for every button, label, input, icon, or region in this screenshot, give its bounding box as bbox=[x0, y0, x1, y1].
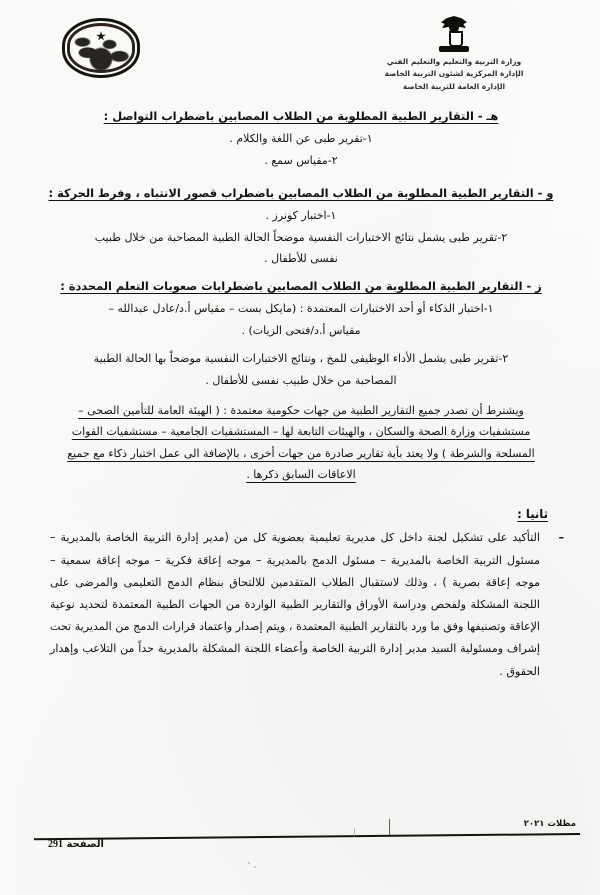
footer-tick-mark bbox=[389, 819, 390, 837]
section-waw-item-2: ٢-تقرير طبى يشمل نتائج الاختبارات النفسية موضحاً الحالة الطبية المصاحبة من خلال طبيب bbox=[94, 230, 508, 244]
scan-speck bbox=[354, 828, 355, 837]
scan-speck bbox=[254, 866, 256, 868]
section-heading-waw-text: و - التقارير الطبية المطلوبة من الطلاب المصابين باضطراب قصور الانتباه ، وفرط الحركة : bbox=[48, 185, 554, 200]
conditions-line-2: مستشفيات وزارة الصحة والسكان ، والهيئات التابعة لها – المستشفيات الجامعية – مستشفيات القوات bbox=[71, 425, 531, 439]
second-line-4: المشكلة ولفحص ودراسة الأوراق والتقارير الطبية الواردة من الجهات الطبية المعتمدة لتحديد نوعية الإعاقة bbox=[50, 597, 540, 634]
scan-speck bbox=[248, 862, 250, 864]
second-line-3: إعاقة بصرية ) ، وذلك لاستقبال الطلاب المتقدمين للالتحاق بنظام الدمج التعليمى والمرضى على اللجنة bbox=[50, 575, 541, 611]
page-number-label bbox=[48, 839, 104, 850]
section-heading-waw bbox=[28, 185, 574, 202]
eagle-base-bar bbox=[439, 46, 469, 52]
conditions-line-4: الاعاقات السابق ذكرها . bbox=[246, 467, 356, 481]
oval-wreath-emblem bbox=[62, 18, 140, 78]
ministry-identity-block bbox=[334, 14, 574, 93]
section-zay-item-1: ١-اختبار الذكاء أو أحد الاختبارات المعتمدة : (مايكل بست – مقياس أ.د/عادل عبدالله – bbox=[108, 302, 494, 316]
conditions-line-3: المسلحة والشرطة ) ولا يعتد بأية تقارير صادرة من جهات أخرى ، بالإضافة الى عمل اختبار ذكاء مع جميع bbox=[67, 446, 535, 460]
second-line-5: وتصنيفها وفق ما ورد بالتقارير الطبية المعتمدة ، ويتم إصدار واعتماد قرارات الدمج من المديرية تحت bbox=[50, 620, 506, 634]
section-waw-item-1: ١-اختبار كونرز . bbox=[265, 208, 337, 222]
spacer bbox=[28, 174, 574, 185]
bullet-dash: – bbox=[558, 531, 564, 545]
ministry-line-1: وزارة التربية والتعليم والتعليم الفني bbox=[386, 57, 522, 66]
section-ha-item-2: ٢-مقياس سمع . bbox=[264, 153, 338, 167]
section-zay-item-2-cont: المصاحبة من خلال طبيب نفسى للأطفال . bbox=[205, 373, 397, 387]
egypt-eagle-emblem bbox=[437, 14, 471, 52]
second-section-paragraph bbox=[28, 527, 574, 682]
section-heading-ha bbox=[28, 108, 574, 125]
footer-right-mark: مظلات ٢٠٢١ bbox=[523, 819, 576, 829]
second-line-6: إشراف ومسئولية السيد مدير إدارة التربية الخاصة وأعضاء اللجنة المشكلة بالمديرية حداً من التلاعب وإهدار bbox=[50, 642, 540, 656]
section-waw-item-2-cont: نفسى للأطفال . bbox=[264, 252, 338, 266]
section-ha-item-1: ١-تقرير طبى عن اللغة والكلام . bbox=[229, 132, 373, 146]
document-body bbox=[28, 108, 574, 683]
second-section-label-text: ثانيا : bbox=[517, 507, 548, 522]
ministry-line-2: الإدارة المركزية لشئون التربية الخاصة bbox=[384, 69, 524, 79]
section-heading-zay bbox=[28, 278, 574, 295]
second-section-label bbox=[28, 507, 574, 521]
section-zay-item-2: ٢-تقرير طبى يشمل الأداء الوظيفى للمخ ، ونتائج الاختبارات النفسية موضحاً بها الحالة الطبية bbox=[93, 352, 509, 366]
eagle-shield-shape bbox=[449, 31, 463, 47]
conditions-paragraph bbox=[28, 400, 574, 486]
section-heading-zay-text: ز - التقارير الطبية المطلوبة من الطلاب المصابين باضطرابات صعوبات التعلم المحددة : bbox=[60, 279, 542, 294]
conditions-line-1: ويشترط أن تصدر جميع التقارير الطبية من جهات حكومية معتمدة : ( الهيئة العامة للتأمين الصحى – bbox=[78, 403, 524, 417]
document-header bbox=[0, 0, 600, 105]
second-line-2: مسئول التربية الخاصة بالمديرية – مسئول الدمج بالمديرية – موجه إعاقة فكرية – موجه إعاقة سمعية – موجه bbox=[50, 553, 540, 589]
section-zay-item-1-cont: مقياس أ.د/فتحى الزيات) . bbox=[241, 324, 361, 338]
ministry-line-3: الإدارة العامة للتربية الخاصة bbox=[402, 81, 506, 91]
document-footer bbox=[34, 819, 580, 865]
second-line-7: الحقوق . bbox=[499, 664, 540, 678]
section-heading-ha-text: هـ - التقارير الطبية المطلوبة من الطلاب المصابين باضطراب التواصل : bbox=[103, 109, 499, 123]
second-line-1: التأكيد على تشكيل لجنة داخل كل مديرية تعليمية بعضوية كل من (مدير إدارة التربية الخاصة بالمديرية – bbox=[50, 531, 540, 545]
page-number-value: 291 bbox=[48, 839, 63, 850]
footer-divider bbox=[34, 833, 580, 840]
page-label-text: الصفحة bbox=[66, 839, 104, 850]
